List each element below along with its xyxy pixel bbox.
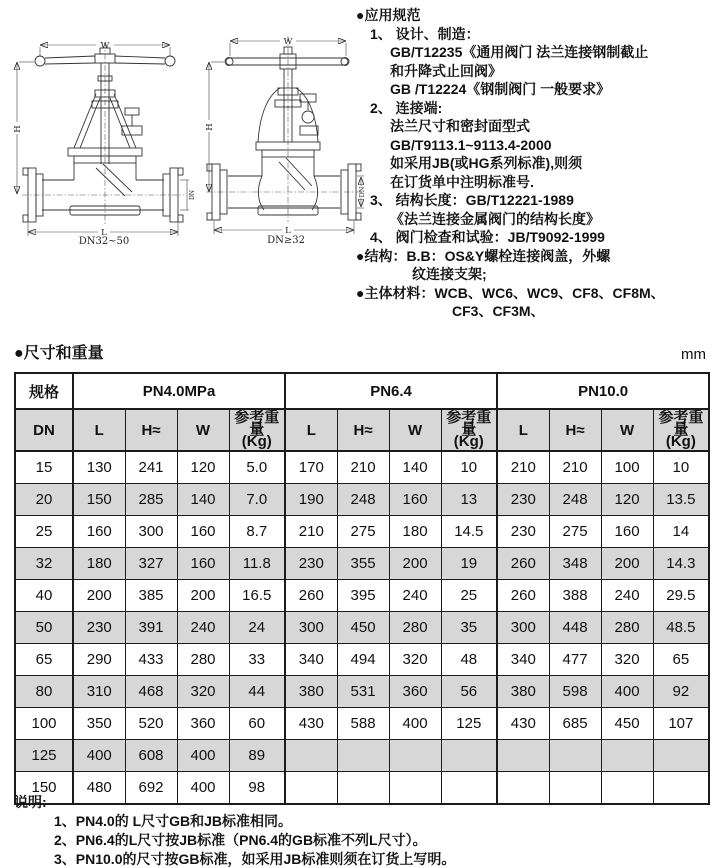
application-specs xyxy=(356,6,718,321)
col-header-w: W xyxy=(177,409,229,451)
table-row xyxy=(15,612,709,644)
note-item: 1、PN4.0的 L尺寸GB和JB标准相同。 xyxy=(54,813,293,829)
value-cell: 140 xyxy=(177,484,229,516)
value-cell: 380 xyxy=(497,676,549,708)
valve-body xyxy=(23,163,183,222)
value-cell xyxy=(653,772,709,805)
value-cell xyxy=(601,772,653,805)
value-cell: 692 xyxy=(125,772,177,805)
table-row xyxy=(15,708,709,740)
value-cell: 230 xyxy=(497,516,549,548)
spec-line: 法兰尺寸和密封面型式 xyxy=(390,118,530,134)
value-cell: 260 xyxy=(497,548,549,580)
value-cell: 241 xyxy=(125,451,177,484)
value-cell: 380 xyxy=(285,676,337,708)
value-cell: 430 xyxy=(497,708,549,740)
dim-label-l: L xyxy=(285,226,291,236)
value-cell: 320 xyxy=(389,644,441,676)
value-cell: 280 xyxy=(389,612,441,644)
table-row xyxy=(15,516,709,548)
value-cell: 300 xyxy=(125,516,177,548)
note-item: 3、PN10.0的尺寸按GB标准，如采用JB标准则须在订货上写明。 xyxy=(54,851,456,867)
value-cell xyxy=(337,740,389,772)
col-header-w: W xyxy=(601,409,653,451)
spec-line: 纹连接支架; xyxy=(412,266,487,282)
spec-line: 如采用JB(或HG系列标准),则须 xyxy=(390,155,583,171)
col-header-weight xyxy=(229,409,285,451)
value-cell: 150 xyxy=(73,484,125,516)
value-cell: 98 xyxy=(229,772,285,805)
value-cell: 275 xyxy=(549,516,601,548)
value-cell xyxy=(497,740,549,772)
value-cell: 35 xyxy=(441,612,497,644)
value-cell: 248 xyxy=(549,484,601,516)
spec-line: 和升降式止回阀》 xyxy=(390,62,502,79)
dimension-l xyxy=(214,221,354,236)
spec-line: 在订货单中注明标准号. xyxy=(390,173,534,190)
value-cell: 340 xyxy=(285,644,337,676)
value-cell: 7.0 xyxy=(229,484,285,516)
value-cell: 285 xyxy=(125,484,177,516)
value-cell: 140 xyxy=(389,451,441,484)
specs-title: ●应用规范 xyxy=(356,7,421,23)
value-cell: 230 xyxy=(285,548,337,580)
dim-label-w: W xyxy=(100,41,110,51)
value-cell: 107 xyxy=(653,708,709,740)
dn-cell: 150 xyxy=(15,772,73,805)
dn-cell: 40 xyxy=(15,580,73,612)
value-cell: 44 xyxy=(229,676,285,708)
group-header-pn100: PN10.0 xyxy=(497,373,709,409)
value-cell: 160 xyxy=(601,516,653,548)
value-cell: 200 xyxy=(73,580,125,612)
dim-label-w: W xyxy=(283,37,293,47)
value-cell: 360 xyxy=(177,708,229,740)
dim-label-dn: DN xyxy=(189,189,196,201)
dim-label-l: L xyxy=(101,228,107,238)
value-cell: 350 xyxy=(73,708,125,740)
table-row xyxy=(15,548,709,580)
valve-drawing-small xyxy=(8,34,198,246)
value-cell: 89 xyxy=(229,740,285,772)
spec-line: GB /T12224《钢制阀门 一般要求》 xyxy=(390,81,611,97)
weight-header-line2: (Kg) xyxy=(453,433,484,450)
value-cell: 240 xyxy=(177,612,229,644)
value-cell: 290 xyxy=(73,644,125,676)
dn-cell: 15 xyxy=(15,451,73,484)
value-cell: 210 xyxy=(337,451,389,484)
value-cell: 24 xyxy=(229,612,285,644)
weight-header-line1: 参考重量 xyxy=(446,409,492,438)
value-cell: 130 xyxy=(73,451,125,484)
value-cell xyxy=(285,740,337,772)
value-cell: 348 xyxy=(549,548,601,580)
handlebar-icon xyxy=(225,47,349,69)
drawing-caption-right: DN≥32 xyxy=(267,235,305,244)
table-section-title: ●尺寸和重量 xyxy=(14,345,104,362)
value-cell: 480 xyxy=(73,772,125,805)
value-cell xyxy=(441,740,497,772)
dimension-h xyxy=(13,62,34,194)
dimension-table xyxy=(14,372,710,805)
value-cell: 248 xyxy=(337,484,389,516)
value-cell: 180 xyxy=(389,516,441,548)
spec-line: GB/T9113.1~9113.4-2000 xyxy=(390,136,552,153)
value-cell: 494 xyxy=(337,644,389,676)
value-cell: 340 xyxy=(497,644,549,676)
value-cell: 200 xyxy=(389,548,441,580)
value-cell: 433 xyxy=(125,644,177,676)
value-cell: 280 xyxy=(601,612,653,644)
value-cell: 10 xyxy=(441,451,497,484)
col-header-h: H≈ xyxy=(125,409,177,451)
value-cell xyxy=(497,772,549,805)
spec-header-cell: 规格 xyxy=(15,373,73,409)
notes-title: 说明: xyxy=(14,794,47,810)
value-cell: 29.5 xyxy=(653,580,709,612)
note-item: 2、PN6.4的L尺寸按JB标准（PN6.4的GB标准不列L尺寸）。 xyxy=(54,832,427,848)
value-cell: 450 xyxy=(601,708,653,740)
value-cell: 210 xyxy=(549,451,601,484)
value-cell: 14.3 xyxy=(653,548,709,580)
value-cell: 14.5 xyxy=(441,516,497,548)
value-cell: 320 xyxy=(177,676,229,708)
value-cell: 400 xyxy=(73,740,125,772)
spec-line: 1、 设计、制造： xyxy=(370,25,480,42)
spec-line: 《法兰连接金属阀门的结构长度》 xyxy=(390,210,600,227)
spec-line: GB/T12235《通用阀门 法兰连接钢制截止 xyxy=(390,44,649,60)
col-header-h: H≈ xyxy=(337,409,389,451)
table-row xyxy=(15,644,709,676)
value-cell xyxy=(653,740,709,772)
value-cell: 11.8 xyxy=(229,548,285,580)
value-cell: 65 xyxy=(653,644,709,676)
dn-cell: 50 xyxy=(15,612,73,644)
spec-line: 2、 连接端: xyxy=(370,99,443,116)
value-cell: 48.5 xyxy=(653,612,709,644)
value-cell: 13 xyxy=(441,484,497,516)
weight-header-line1: 参考重量 xyxy=(234,409,280,438)
value-cell: 280 xyxy=(177,644,229,676)
value-cell: 92 xyxy=(653,676,709,708)
dn-cell: 80 xyxy=(15,676,73,708)
dimension-table-body xyxy=(15,451,709,804)
notes xyxy=(14,793,455,868)
value-cell: 320 xyxy=(601,644,653,676)
value-cell: 355 xyxy=(337,548,389,580)
value-cell: 400 xyxy=(177,772,229,805)
value-cell: 8.7 xyxy=(229,516,285,548)
weight-header-line2: (Kg) xyxy=(665,433,696,450)
value-cell: 240 xyxy=(601,580,653,612)
unit-label: mm xyxy=(681,346,706,363)
value-cell: 608 xyxy=(125,740,177,772)
value-cell: 160 xyxy=(177,516,229,548)
value-cell: 100 xyxy=(601,451,653,484)
value-cell xyxy=(549,740,601,772)
value-cell: 395 xyxy=(337,580,389,612)
value-cell: 180 xyxy=(73,548,125,580)
dimension-dn xyxy=(180,180,196,210)
valve-drawing-large xyxy=(200,30,368,244)
value-cell: 48 xyxy=(441,644,497,676)
value-cell: 13.5 xyxy=(653,484,709,516)
dn-cell: 20 xyxy=(15,484,73,516)
drawing-caption-left: DN32~50 xyxy=(78,236,130,246)
dn-cell: 65 xyxy=(15,644,73,676)
value-cell xyxy=(389,740,441,772)
value-cell: 327 xyxy=(125,548,177,580)
group-header-pn40: PN4.0MPa xyxy=(73,373,285,409)
group-header-pn64: PN6.4 xyxy=(285,373,497,409)
dn-cell: 100 xyxy=(15,708,73,740)
value-cell: 19 xyxy=(441,548,497,580)
value-cell: 25 xyxy=(441,580,497,612)
value-cell: 160 xyxy=(177,548,229,580)
col-header-weight xyxy=(441,409,497,451)
value-cell: 230 xyxy=(497,484,549,516)
value-cell: 33 xyxy=(229,644,285,676)
dim-label-h: H xyxy=(205,123,215,131)
col-header-h: H≈ xyxy=(549,409,601,451)
dn-cell: 125 xyxy=(15,740,73,772)
value-cell: 170 xyxy=(285,451,337,484)
spec-line: 4、 阀门检查和试验：JB/T9092-1999 xyxy=(370,229,605,245)
valve-body xyxy=(207,157,361,220)
spec-line: ●主体材料：WCB、WC6、WC9、CF8、CF8M、 xyxy=(356,284,665,301)
value-cell: 125 xyxy=(441,708,497,740)
value-cell: 275 xyxy=(337,516,389,548)
value-cell: 477 xyxy=(549,644,601,676)
value-cell: 360 xyxy=(389,676,441,708)
col-header-l: L xyxy=(285,409,337,451)
col-header-w: W xyxy=(389,409,441,451)
specs-lines xyxy=(356,25,718,321)
value-cell: 260 xyxy=(497,580,549,612)
value-cell: 385 xyxy=(125,580,177,612)
value-cell: 685 xyxy=(549,708,601,740)
value-cell xyxy=(549,772,601,805)
col-header-l: L xyxy=(73,409,125,451)
value-cell: 60 xyxy=(229,708,285,740)
weight-header-line1: 参考重量 xyxy=(658,409,704,438)
dim-label-dn: DN xyxy=(358,186,366,198)
value-cell: 448 xyxy=(549,612,601,644)
value-cell: 260 xyxy=(285,580,337,612)
value-cell: 388 xyxy=(549,580,601,612)
value-cell: 300 xyxy=(497,612,549,644)
value-cell: 450 xyxy=(337,612,389,644)
value-cell: 14 xyxy=(653,516,709,548)
table-group-header-row xyxy=(15,373,709,409)
value-cell: 200 xyxy=(601,548,653,580)
section-title-row xyxy=(14,340,706,363)
value-cell: 120 xyxy=(601,484,653,516)
value-cell: 160 xyxy=(73,516,125,548)
dimension-h xyxy=(205,62,224,192)
table-row xyxy=(15,580,709,612)
value-cell: 10 xyxy=(653,451,709,484)
value-cell xyxy=(601,740,653,772)
table-row xyxy=(15,484,709,516)
value-cell: 16.5 xyxy=(229,580,285,612)
table-subheader-row xyxy=(15,409,709,451)
value-cell: 588 xyxy=(337,708,389,740)
value-cell: 210 xyxy=(497,451,549,484)
value-cell: 391 xyxy=(125,612,177,644)
value-cell: 120 xyxy=(177,451,229,484)
value-cell: 5.0 xyxy=(229,451,285,484)
value-cell: 190 xyxy=(285,484,337,516)
notes-list xyxy=(14,812,455,868)
dn-header-cell: DN xyxy=(15,409,73,451)
spec-line: 3、 结构长度：GB/T12221-1989 xyxy=(370,192,574,208)
col-header-l: L xyxy=(497,409,549,451)
spec-line: ●结构：B.B：OS&Y螺栓连接阀盖，外螺 xyxy=(356,247,611,264)
spec-line: CF3、CF3M、 xyxy=(452,303,545,319)
value-cell: 598 xyxy=(549,676,601,708)
table-row xyxy=(15,676,709,708)
value-cell: 520 xyxy=(125,708,177,740)
value-cell: 56 xyxy=(441,676,497,708)
weight-header-line2: (Kg) xyxy=(241,433,272,450)
table-row xyxy=(15,451,709,484)
value-cell: 300 xyxy=(285,612,337,644)
value-cell: 240 xyxy=(389,580,441,612)
value-cell: 400 xyxy=(601,676,653,708)
table-row xyxy=(15,740,709,772)
value-cell: 531 xyxy=(337,676,389,708)
dim-label-h: H xyxy=(13,125,23,133)
value-cell: 310 xyxy=(73,676,125,708)
value-cell: 430 xyxy=(285,708,337,740)
value-cell: 210 xyxy=(285,516,337,548)
value-cell: 400 xyxy=(177,740,229,772)
value-cell: 400 xyxy=(389,708,441,740)
value-cell: 160 xyxy=(389,484,441,516)
dn-cell: 25 xyxy=(15,516,73,548)
value-cell: 468 xyxy=(125,676,177,708)
col-header-weight xyxy=(653,409,709,451)
dn-cell: 32 xyxy=(15,548,73,580)
value-cell: 230 xyxy=(73,612,125,644)
value-cell: 200 xyxy=(177,580,229,612)
